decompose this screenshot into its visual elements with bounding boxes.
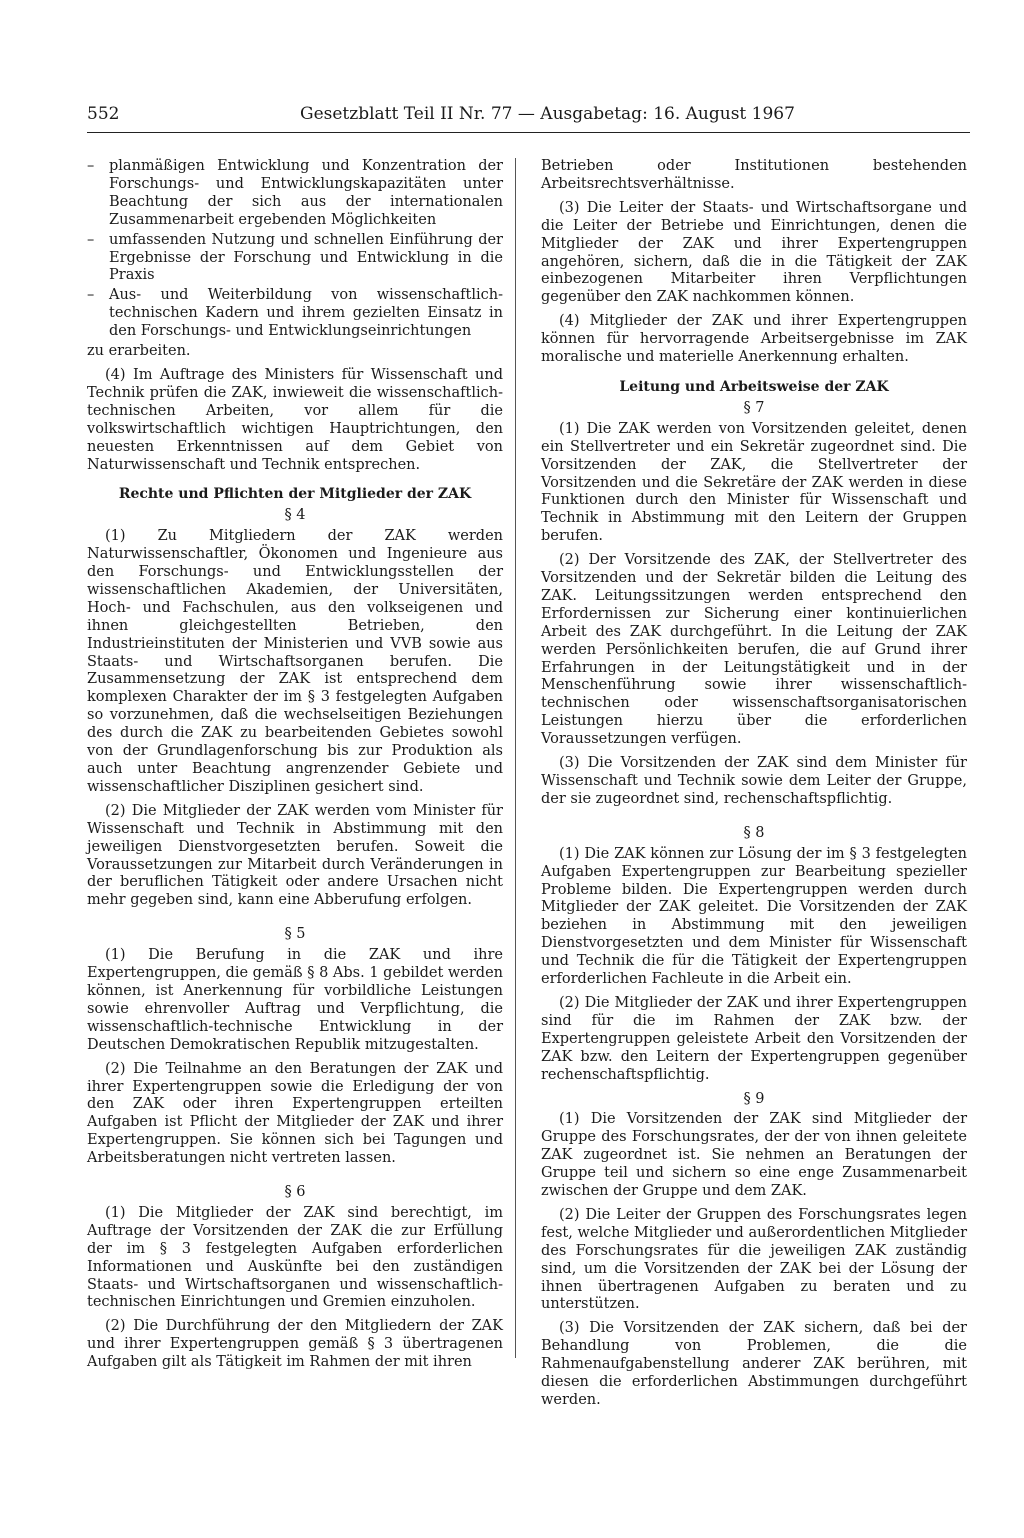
- paragraph-9-3: (3) Die Vorsitzenden der ZAK sichern, daß bei der Behandlung von Problemen, die die Rahmenaufgabenstellung anderer ZAK berühren, mit diesen die erforderlichen Abstimmungen durchgeführt werden.: [541, 1320, 967, 1408]
- paragraph-6-3: (3) Die Leiter der Staats- und Wirtschaftsorgane und die Leiter der Betriebe und Einrichtungen, denen die Mitglieder der ZAK und ihrer Expertengruppen angehören, sichern, daß die in die Tätigkeit der ZAK einbezogenen Mitarbeiter ihren Verpflichtungen gegenüber den ZAK nachkommen können.: [541, 199, 967, 306]
- section-heading-leadership: Leitung und Arbeitsweise der ZAK: [619, 378, 889, 395]
- paragraph-6-2: (2) Die Durchführung der den Mitgliedern der ZAK und ihrer Expertengruppen gemäß § 3 übertragenen Aufgaben gilt als Tätigkeit im Rahmen der mit ihren: [87, 1318, 503, 1371]
- paragraph-3-4: (4) Im Auftrage des Ministers für Wissenschaft und Technik prüfen die ZAK, inwieweit die wissenschaftlich-technischen Arbeiten, vor allem für die volkswirtschaftlich wichtigen Hauptrichtungen, den neuesten Erkenntnissen auf dem Gebiet von Naturwissenschaft und Technik entsprechen.: [87, 366, 503, 473]
- left-column: [87, 158, 503, 1378]
- right-column: [541, 158, 967, 1416]
- paragraph-7-1: (1) Die ZAK werden von Vorsitzenden geleitet, denen ein Stellvertreter und ein Sekretär zugeordnet sind. Die Vorsitzenden der ZAK, die Stellvertreter der Vorsitzenden und die Sekretäre der ZAK werden in diese Funktionen durch den Minister für Wissenschaft und Technik in Abstimmung mit den Leitern der Gruppen berufen.: [541, 420, 967, 545]
- section-heading-rights: Rechte und Pflichten der Mitglieder der ZAK: [118, 486, 472, 503]
- section-8-label: § 8: [743, 824, 765, 841]
- section-4-label: § 4: [284, 507, 306, 524]
- list-item: – planmäßigen Entwicklung und Konzentration der Forschungs- und Entwicklungskapazitäten unter Beachtung der sich aus der internationalen Zusammenarbeit ergebenden Möglichkeiten: [87, 158, 503, 228]
- paragraph-5-1: (1) Die Berufung in die ZAK und ihre Expertengruppen, die gemäß § 8 Abs. 1 gebildet werden können, ist Anerkennung für vorbildliche Leistungen sowie ehrenvoller Auftrag und Verpflichtung, die wissenschaftlich-technische Entwicklung in der Deutschen Demokratischen Republik mitzugestalten.: [87, 947, 504, 1053]
- page-header: [87, 100, 970, 128]
- paragraph-6-4: (4) Mitglieder der ZAK und ihrer Expertengruppen können für hervorragende Arbeitsergebnisse im ZAK moralische und materielle Anerkennung erhalten.: [541, 313, 967, 366]
- section-5-label: § 5: [284, 926, 306, 943]
- task-list: [87, 158, 503, 341]
- publication-title: Gesetzblatt Teil II Nr. 77 — Ausgabetag: 16. August 1967: [300, 104, 795, 124]
- section-6-label: § 6: [284, 1184, 306, 1201]
- paragraph-4-2: (2) Die Mitglieder der ZAK werden vom Minister für Wissenschaft und Technik in Abstimmung mit den jeweiligen Dienstvorgesetzten berufen. Soweit die Voraussetzungen zur Mitarbeit durch Veränderungen in der beruflichen Tätigkeit oder andere Ursachen nicht mehr gegeben sind, kann eine Abberufung erfolgen.: [87, 802, 503, 909]
- section-9-label: § 9: [743, 1090, 765, 1107]
- paragraph-7-3: (3) Die Vorsitzenden der ZAK sind dem Minister für Wissenschaft und Technik sowie dem Leiter der Gruppe, der sie zugeordnet sind, rechenschaftspflichtig.: [541, 755, 967, 807]
- paragraph-6-2-continued: Betrieben oder Institutionen bestehenden Arbeitsrechtsverhältnisse.: [541, 158, 967, 192]
- paragraph-5-2: (2) Die Teilnahme an den Beratungen der ZAK und ihrer Expertengruppen sowie die Erledigung der von den ZAK oder ihren Expertengruppen erteilten Aufgaben ist Pflicht der Mitglieder der ZAK und ihrer Expertengruppen. Sie können sich bei Tagungen und Arbeitsberatungen nicht vertreten lassen.: [87, 1060, 503, 1167]
- column-divider: [515, 158, 516, 1358]
- section-7-label: § 7: [743, 399, 765, 416]
- paragraph-9-2: (2) Die Leiter der Gruppen des Forschungsrates legen fest, welche Mitglieder und außerordentlichen Mitglieder des Forschungsrates für die jeweiligen ZAK zuständig sind, um die Vorsitzenden der ZAK bei der Lösung der ihnen übertragenen Aufgaben zu beraten und zu unterstützen.: [541, 1206, 967, 1313]
- paragraph-6-1: (1) Die Mitglieder der ZAK sind berechtigt, im Auftrage der Vorsitzenden der ZAK die zur Erfüllung der im § 3 festgelegten Aufgaben erforderlichen Informationen und Auskünfte bei den zuständigen Staats- und Wirtschaftsorganen und wissenschaftlich-technischen Einrichtungen und Gremien einzuholen.: [87, 1204, 503, 1311]
- header-rule: [87, 132, 970, 133]
- paragraph-7-2: (2) Der Vorsitzende des ZAK, der Stellvertreter des Vorsitzenden und der Sekretär bilden die Leitung des ZAK. Leitungssitzungen werden entsprechend den Erfordernissen zur Sicherung einer kontinuierlichen Arbeit des ZAK durchgeführt. In die Leitung der ZAK werden Persönlichkeiten berufen, die auf Grund ihrer Erfahrungen in der Leitungstätigkeit und in der Menschenführung sowie ihrer wissenschaftlich-technischen oder wissenschaftsorganisatorischen Leistungen hierzu über die erforderlichen Voraussetzungen verfügen.: [541, 552, 967, 748]
- paragraph-8-2: (2) Die Mitglieder der ZAK und ihrer Expertengruppen sind für die im Rahmen der ZAK bzw. der Expertengruppen geleistete Arbeit den Vorsitzenden der ZAK bzw. den Leitern der Expertengruppen gegenüber rechenschaftspflichtig.: [541, 994, 967, 1083]
- paragraph-4-1: (1) Zu Mitgliedern der ZAK werden Naturwissenschaftler, Ökonomen und Ingenieure aus den Forschungs- und Entwicklungsstellen der wissenschaftlichen Akademien, der Universitäten, Hoch- und Fachschulen, aus den volkseigenen und ihnen gleichgestellten Betrieben, den Industrieinstituten der Ministerien und VVB sowie aus Staats- und Wirtschaftsorganen berufen. Die Zusammensetzung der ZAK ist entsprechend dem komplexen Charakter der im § 3 festgelegten Aufgaben so vorzunehmen, daß die wechselseitigen Beziehungen des durch die ZAK zu bearbeitenden Gebietes sowohl von der Grundlagenforschung bis zur Produktion als auch unter Beachtung angrenzender Gebiete und wissenschaftlicher Disziplinen gesichert sind.: [87, 528, 503, 795]
- paragraph-9-1: (1) Die Vorsitzenden der ZAK sind Mitglieder der Gruppe des Forschungsrates, der der von ihnen geleitete ZAK zugeordnet ist. Sie nehmen an Beratungen der Gruppe teil und sichern so eine enge Zusammenarbeit zwischen der Gruppe und dem ZAK.: [541, 1111, 967, 1200]
- page-number: 552: [87, 104, 120, 124]
- list-item: – Aus- und Weiterbildung von wissenschaftlich-technischen Kadern und ihrem gezielten Einsatz in den Forschungs- und Entwicklungseinrichtungen: [87, 287, 503, 340]
- list-tail: zu erarbeiten.: [87, 343, 191, 360]
- list-item: – umfassenden Nutzung und schnellen Einführung der Ergebnisse der Forschung und Entwicklung in die Praxis: [87, 231, 503, 284]
- paragraph-8-1: (1) Die ZAK können zur Lösung der im § 3 festgelegten Aufgaben Expertengruppen zur Bearbeitung spezieller Probleme bilden. Die Expertengruppen werden durch Mitglieder der ZAK geleitet. Die Vorsitzenden der ZAK beziehen in Abstimmung mit den jeweiligen Dienstvorgesetzten und dem Minister für Wissenschaft und Technik die für die Tätigkeit der Expertengruppen erforderlichen Fachleute in die Arbeit ein.: [541, 845, 967, 988]
